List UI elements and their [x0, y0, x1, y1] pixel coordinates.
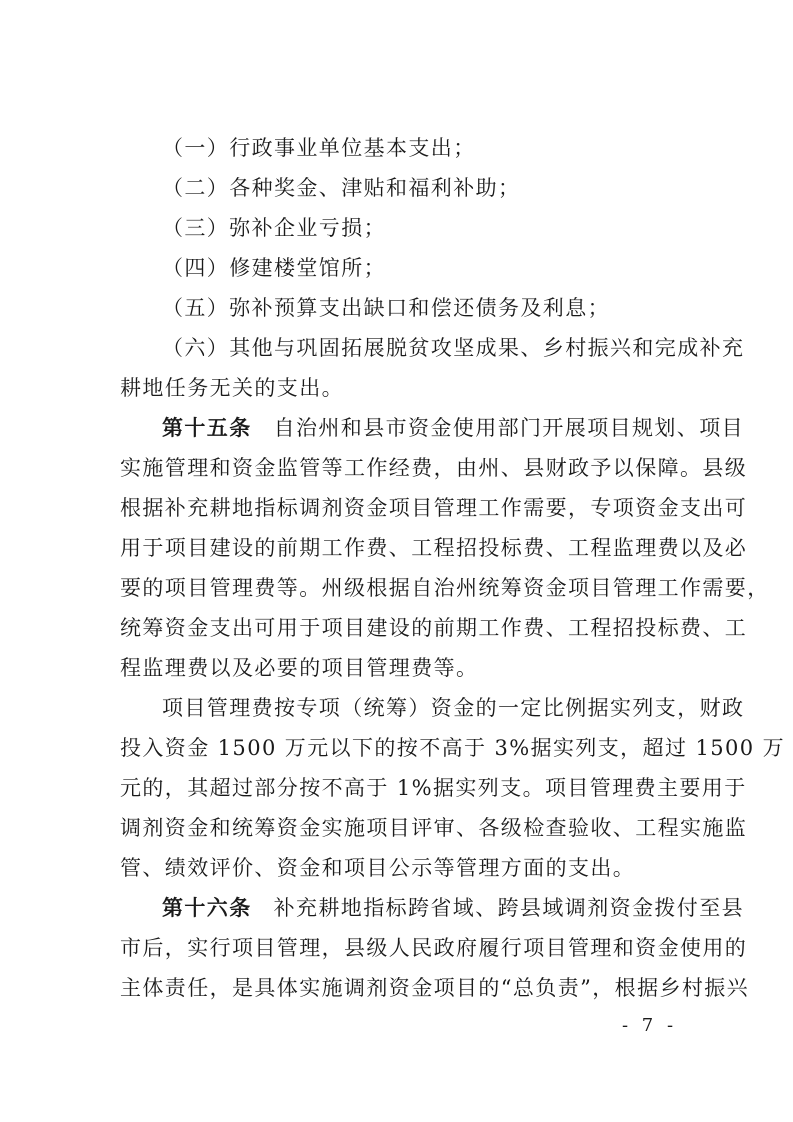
- page-number: - 7 -: [622, 1015, 678, 1036]
- article-15-line-6: 统筹资金支出可用于项目建设的前期工作费、工程招投标费、工: [120, 616, 748, 640]
- list-item-1: （一）行政事业单位基本支出；: [162, 136, 476, 160]
- article-15-line-2: 实施管理和资金监管等工作经费，由州、县财政予以保障。县级: [120, 456, 748, 480]
- article-15-first-line: [162, 415, 744, 441]
- article-15-line-4: 用于项目建设的前期工作费、工程招投标费、工程监理费以及必: [120, 536, 748, 560]
- management-fee-line-1: 项目管理费按专项（统筹）资金的一定比例据实列支，财政: [162, 696, 745, 720]
- article-16-first-line: [162, 895, 744, 921]
- list-item-6: （六）其他与巩固拓展脱贫攻坚成果、乡村振兴和完成补充: [162, 336, 745, 360]
- management-fee-line-3: 元的，其超过部分按不高于 1%据实列支。项目管理费主要用于: [120, 776, 747, 800]
- article-15-heading: 第十五条: [162, 415, 252, 440]
- article-15-line-1: 自治州和县市资金使用部门开展项目规划、项目: [273, 416, 745, 440]
- article-16-line-3: 主体责任，是具体实施调剂资金项目的“总负责”，根据乡村振兴: [120, 976, 750, 1000]
- list-item-2: （二）各种奖金、津贴和福利补助；: [162, 176, 521, 200]
- management-fee-line-5: 管、绩效评价、资金和项目公示等管理方面的支出。: [120, 856, 636, 880]
- article-15-line-5: 要的项目管理费等。州级根据自治州统筹资金项目管理工作需要，: [120, 576, 770, 600]
- list-item-4: （四）修建楼堂馆所；: [162, 256, 386, 280]
- list-item-3: （三）弥补企业亏损；: [162, 216, 386, 240]
- article-16-heading: 第十六条: [162, 895, 252, 920]
- article-16-line-1: 补充耕地指标跨省域、跨县域调剂资金拨付至县: [273, 896, 745, 920]
- list-item-5: （五）弥补预算支出缺口和偿还债务及利息；: [162, 296, 610, 320]
- article-15-line-3: 根据补充耕地指标调剂资金项目管理工作需要，专项资金支出可: [120, 496, 748, 520]
- article-15-line-7: 程监理费以及必要的项目管理费等。: [120, 656, 479, 680]
- management-fee-line-2: 投入资金 1500 万元以下的按不高于 3%据实列支，超过 1500 万: [120, 736, 785, 760]
- article-16-line-2: 市后，实行项目管理，县级人民政府履行项目管理和资金使用的: [120, 936, 748, 960]
- management-fee-line-4: 调剂资金和统筹资金实施项目评审、各级检查验收、工程实施监: [120, 816, 748, 840]
- list-item-6-continued: 耕地任务无关的支出。: [120, 376, 344, 400]
